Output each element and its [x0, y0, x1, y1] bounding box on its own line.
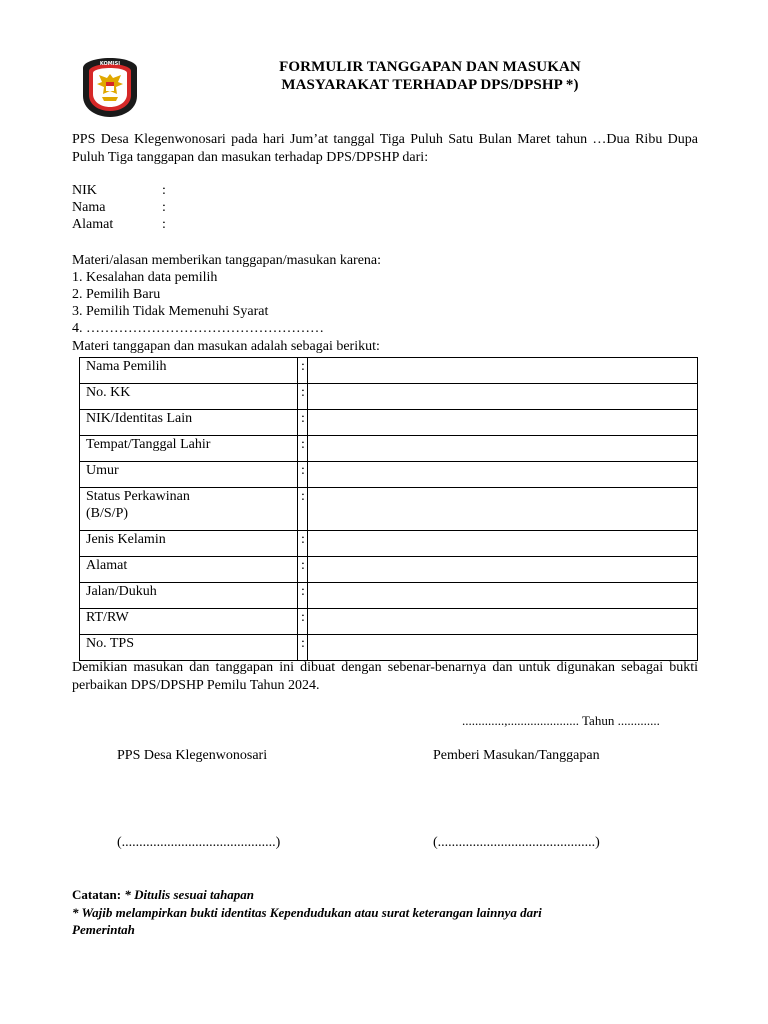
nik-colon: :	[162, 183, 166, 198]
row-label: Tempat/Tanggal Lahir	[80, 436, 298, 462]
row-value-cell[interactable]	[308, 609, 698, 635]
table-intro: Materi tanggapan dan masukan adalah sebagai berikut:	[72, 339, 380, 354]
reason-item: 3. Pemilih Tidak Memenuhi Syarat	[72, 304, 269, 319]
row-label: No. KK	[80, 384, 298, 410]
table-row	[80, 436, 698, 462]
row-value-cell[interactable]	[308, 384, 698, 410]
row-colon: :	[298, 462, 308, 488]
kpu-logo	[80, 56, 140, 119]
form-title	[180, 58, 680, 94]
table-row	[80, 358, 698, 384]
row-label: RT/RW	[80, 609, 298, 635]
row-value-cell[interactable]	[308, 462, 698, 488]
row-colon: :	[298, 488, 308, 531]
row-label: Umur	[80, 462, 298, 488]
nik-label: NIK	[72, 183, 97, 198]
alamat-label: Alamat	[72, 217, 114, 232]
row-value-cell[interactable]	[308, 583, 698, 609]
closing-paragraph: Demikian masukan dan tanggapan ini dibuat dengan sebenar-benarnya dan untuk digunakan sebagai bukti perbaikan DPS/DPSHP Pemilu Tahun 2024.	[72, 660, 698, 693]
table-row	[80, 609, 698, 635]
form-title-line-2: MASYARAKAT TERHADAP DPS/DPSHP *)	[281, 77, 579, 93]
pps-signature-line: (............................................)	[117, 835, 281, 850]
row-value-cell[interactable]	[308, 557, 698, 583]
note-line-3	[72, 921, 135, 938]
table-row	[80, 583, 698, 609]
note-text: Pemerintah	[72, 922, 135, 937]
reason-item: 1. Kesalahan data pemilih	[72, 270, 218, 285]
note-text: * Ditulis sesuai tahapan	[124, 887, 255, 902]
alamat-colon: :	[162, 217, 166, 232]
reasons-heading: Materi/alasan memberikan tanggapan/masukan karena:	[72, 253, 382, 268]
table-row	[80, 384, 698, 410]
respondent-signature-line: (.............................................)	[433, 835, 600, 850]
row-colon: :	[298, 557, 308, 583]
reason-item: 2. Pemilih Baru	[72, 287, 161, 302]
row-label-line: (B/S/P)	[86, 506, 129, 521]
note-line-2	[72, 904, 542, 921]
table-row	[80, 531, 698, 557]
table-row	[80, 635, 698, 661]
row-label: Jalan/Dukuh	[80, 583, 298, 609]
row-label: NIK/Identitas Lain	[80, 410, 298, 436]
form-title-line-1: FORMULIR TANGGAPAN DAN MASUKAN	[279, 59, 581, 75]
pps-signature-title: PPS Desa Klegenwonosari	[117, 748, 268, 763]
respondent-signature-title: Pemberi Masukan/Tanggapan	[433, 748, 600, 763]
row-value-cell[interactable]	[308, 358, 698, 384]
row-label: Jenis Kelamin	[80, 531, 298, 557]
table-row	[80, 462, 698, 488]
row-label: Nama Pemilih	[80, 358, 298, 384]
date-line: .............,...................... Tahun .............	[462, 713, 660, 728]
row-colon: :	[298, 531, 308, 557]
row-label: Alamat	[80, 557, 298, 583]
row-value-cell[interactable]	[308, 488, 698, 531]
row-colon: :	[298, 609, 308, 635]
table-row	[80, 557, 698, 583]
voter-data-table	[79, 357, 698, 661]
row-colon: :	[298, 436, 308, 462]
logo-top-text: KOMISI	[99, 61, 121, 67]
row-label	[80, 488, 298, 531]
row-value-cell[interactable]	[308, 531, 698, 557]
table-row	[80, 410, 698, 436]
table-row	[80, 488, 698, 531]
row-colon: :	[298, 635, 308, 661]
row-value-cell[interactable]	[308, 410, 698, 436]
note-line-1	[72, 886, 254, 903]
row-label-line: Status Perkawinan	[86, 489, 190, 504]
nama-label: Nama	[72, 200, 106, 215]
reason-item: 4. ……………………………………………	[72, 321, 324, 336]
row-label: No. TPS	[80, 635, 298, 661]
note-text: * Wajib melampirkan bukti identitas Kependudukan atau surat keterangan lainnya dari	[72, 905, 542, 920]
row-colon: :	[298, 410, 308, 436]
row-value-cell[interactable]	[308, 635, 698, 661]
row-colon: :	[298, 384, 308, 410]
nama-colon: :	[162, 200, 166, 215]
intro-paragraph: PPS Desa Klegenwonosari pada hari Jum’at tanggal Tiga Puluh Satu Bulan Maret tahun …Dua Ribu Dupa Puluh Tiga tanggapan dan masukan terhadap DPS/DPSHP dari:	[72, 132, 698, 165]
row-colon: :	[298, 583, 308, 609]
row-value-cell[interactable]	[308, 436, 698, 462]
row-colon: :	[298, 358, 308, 384]
note-label: Catatan:	[72, 887, 122, 902]
